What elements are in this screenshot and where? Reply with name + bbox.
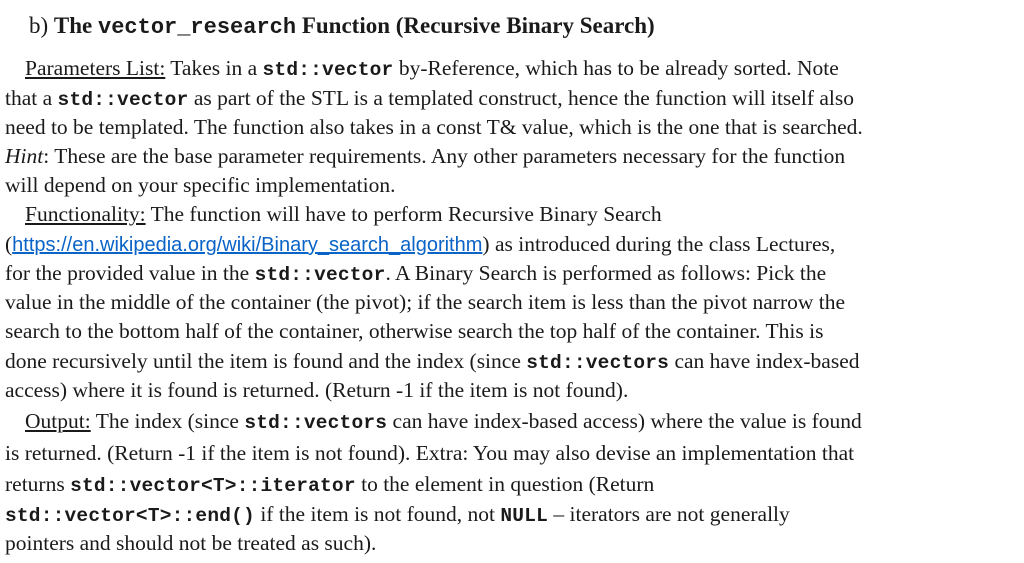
output-label: Output: bbox=[25, 409, 91, 433]
p3-line-3 bbox=[5, 469, 1024, 501]
parameters-list-label: Parameters List: bbox=[25, 56, 166, 80]
text: – iterators are not generally bbox=[548, 502, 790, 526]
p3-line-2: is returned. (Return -1 if the item is not found). Extra: You may also devise an implementation that bbox=[5, 441, 855, 465]
p2-line-1 bbox=[5, 199, 1024, 229]
text: ) as introduced during the class Lectures, bbox=[482, 232, 836, 256]
hint-label: Hint bbox=[5, 144, 44, 168]
p2-line-5: search to the bottom half of the container, otherwise search the top half of the container. This is bbox=[5, 319, 824, 343]
text: can have index-based access) where the value is found bbox=[387, 409, 862, 433]
code: std::vector bbox=[262, 59, 394, 81]
p3-line-5: pointers and should not be treated as such). bbox=[5, 531, 377, 555]
text: that a bbox=[5, 86, 58, 110]
heading-rest: Function (Recursive Binary Search) bbox=[301, 13, 655, 38]
text: done recursively until the item is found and the index (since bbox=[5, 349, 527, 373]
p2-line-4: value in the middle of the container (the pivot); if the search item is less than the pivot narrow the bbox=[5, 290, 846, 314]
section-heading bbox=[29, 6, 655, 48]
text: if the item is not found, not bbox=[254, 502, 501, 526]
text: for the provided value in the bbox=[5, 261, 255, 285]
section-prefix: b) bbox=[29, 13, 49, 38]
p2-line-6 bbox=[5, 346, 1024, 378]
function-name: vector_research bbox=[98, 15, 297, 40]
code: std::vector<T>::iterator bbox=[70, 475, 356, 497]
text: . A Binary Search is performed as follows: Pick the bbox=[385, 261, 827, 285]
text: The function will have to perform Recursive Binary Search bbox=[145, 202, 662, 226]
text: returns bbox=[5, 472, 71, 496]
p2-line-7: access) where it is found is returned. (Return -1 if the item is not found). bbox=[5, 378, 629, 402]
p3-line-4 bbox=[5, 499, 1024, 531]
code: std::vector<T>::end() bbox=[5, 505, 255, 527]
p2-line-3 bbox=[5, 258, 1024, 290]
code: std::vectors bbox=[526, 352, 670, 374]
heading-the: The bbox=[53, 13, 93, 38]
wikipedia-link[interactable]: https://en.wikipedia.org/wiki/Binary_search_algorithm bbox=[12, 234, 483, 256]
text: can have index-based bbox=[669, 349, 860, 373]
text: as part of the STL is a templated construct, hence the function will itself also bbox=[188, 86, 854, 110]
p3-line-1 bbox=[5, 406, 1024, 438]
text: : These are the base parameter requirements. Any other parameters necessary for the function bbox=[43, 144, 846, 168]
text: ( bbox=[5, 232, 13, 256]
p1-line-3: need to be templated. The function also takes in a const T& value, which is the one that is searched. bbox=[5, 115, 863, 139]
code: std::vector bbox=[254, 264, 386, 286]
p1-line-2 bbox=[5, 83, 1024, 115]
p1-line-5: will depend on your specific implementation. bbox=[5, 173, 396, 197]
code: NULL bbox=[500, 505, 548, 527]
p1-line-1 bbox=[5, 53, 1024, 85]
text: The index (since bbox=[90, 409, 245, 433]
p1-line-4 bbox=[5, 141, 1024, 171]
text: to the element in question (Return bbox=[355, 472, 655, 496]
text: by-Reference, which has to be already sorted. Note bbox=[393, 56, 839, 80]
functionality-label: Functionality: bbox=[25, 202, 146, 226]
p2-line-2 bbox=[5, 229, 1024, 260]
text: Takes in a bbox=[165, 56, 263, 80]
code: std::vector bbox=[57, 89, 189, 111]
code: std::vectors bbox=[244, 412, 388, 434]
